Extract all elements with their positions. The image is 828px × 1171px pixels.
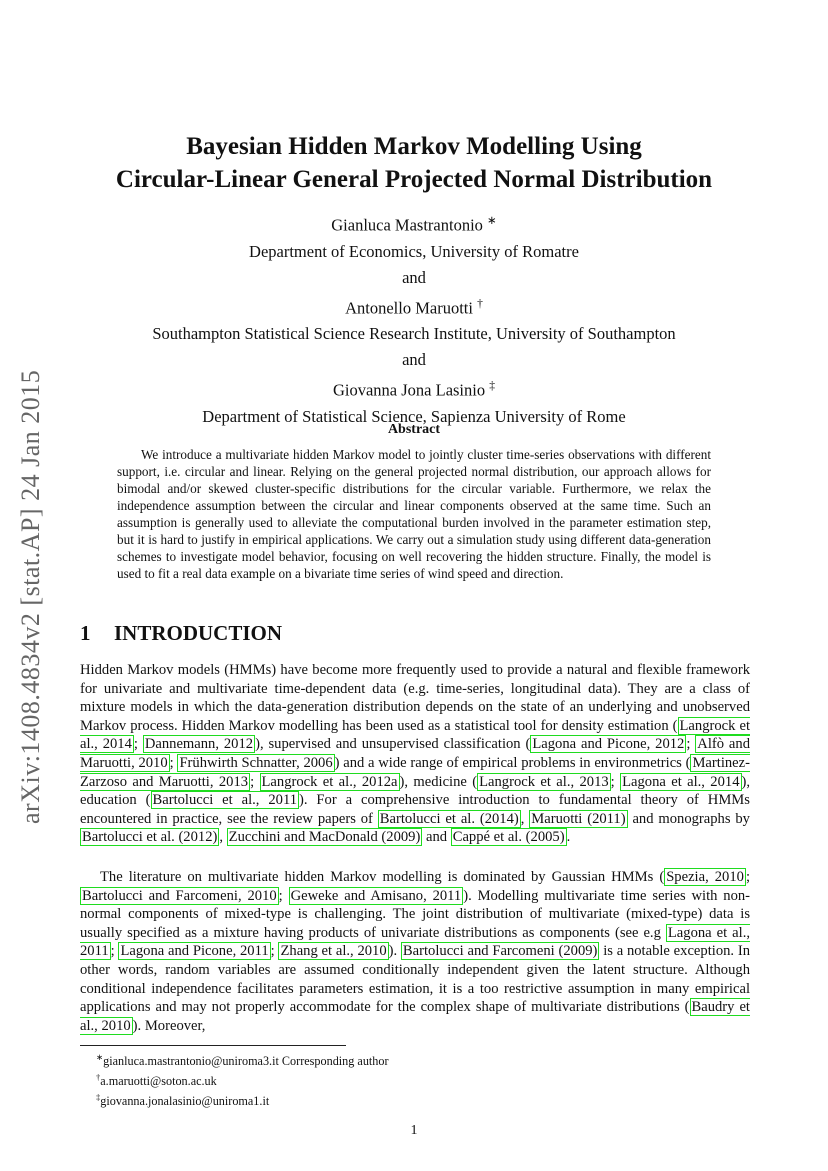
citation-link[interactable]: Zhang et al., 2010 (280, 943, 387, 960)
citation-link[interactable]: Geweke and Amisano, 2011 (290, 887, 462, 904)
citation-link[interactable]: Langrock et al., 2013 (479, 773, 609, 790)
author-name-2: Antonello Maruotti † (345, 297, 483, 317)
section-heading (80, 621, 282, 646)
paragraph-text: ), supervised and unsupervised classification ( (255, 736, 531, 753)
abstract-text: We introduce a multivariate hidden Markov model to jointly cluster time-series observations with different support, i.e. circular and linear. Relying on the general projected normal distribution, our approach allows for bimodal and/or skewed cluster-specific distributions for the circular variable. Furthermore, we relax the independence assumption between the circular and linear components observed at the same time. Such an assumption is generally used to alleviate the computational burden involved in the parameter estimation step, but it is hard to justify in empirical applications. We carry out a simulation study using different data-generation schemes to investigate model behavior, focusing on well recovering the hidden structure. Finally, the model is used to fit a real data example on a bivariate time series of wind speed and direction. (117, 447, 711, 581)
author-affiliation-3: Department of Statistical Science, Sapienza University of Rome (202, 406, 626, 426)
paragraph-text: The literature on multivariate hidden Markov modelling is dominated by Gaussian HMMs ( (100, 869, 665, 885)
paragraph-text: ; (110, 943, 119, 960)
paragraph-text: ; (278, 887, 289, 904)
intro-paragraph-1 (80, 661, 750, 847)
section-number: 1 (80, 621, 91, 645)
footnote-mark: † (96, 1072, 101, 1083)
author-affiliation-2: Southampton Statistical Science Research Institute, University of Southampton (152, 324, 676, 343)
citation-link[interactable]: Maruotti (2011) (531, 810, 626, 827)
paragraph-text: , (219, 829, 227, 846)
citation-link[interactable]: Cappé et al. (2005) (452, 829, 565, 846)
arxiv-identifier: arXiv:1408.4834v2 [stat.AP] 24 Jan 2015 (16, 369, 45, 825)
paragraph-text: ). (388, 943, 401, 960)
citation-link[interactable]: Baudry et al., 2010 (80, 999, 750, 1034)
paragraph-text: ) and a wide range of empirical problems in environmetrics ( (334, 754, 691, 771)
citation-link[interactable]: Langrock et al., 2014 (80, 717, 750, 753)
paragraph-text: ; (133, 736, 143, 753)
author-mark-2: † (477, 297, 483, 310)
abstract-heading: Abstract (387, 422, 441, 437)
and-separator: and (402, 267, 426, 287)
footnote-1 (96, 1049, 389, 1069)
citation-link[interactable]: Martinez-Zarzoso and Maruotti, 2013 (80, 754, 750, 790)
footnotes (96, 1049, 389, 1109)
paragraph-text: ). Modelling multivariate time series with non-normal components of mixed-type is challenging. The joint distribution of multivariate (mixed-type) data is usually specified as a mixture having products of univariate distributions as components (see e.g (80, 887, 751, 941)
paragraph-text: ), education ( (80, 773, 751, 809)
footnote-email-link[interactable]: giovanna.jonalasinio@uniroma1.it (100, 1094, 270, 1109)
footnote-divider (80, 1045, 346, 1046)
footnote-3 (96, 1089, 389, 1109)
paper-title (60, 130, 768, 196)
paragraph-text: is a notable exception. In other words, random variables are assumed conditionally independent given the latent structure. Although conditional independence facilitates parameters estimation, it is a too restrictive assumption in many empirical applications and may not properly accommodate for the complex shape of multivariate distributions ( (80, 943, 750, 1016)
footnote-mark: ∗ (96, 1052, 104, 1062)
author-block (60, 208, 768, 430)
paragraph-text: , (520, 810, 530, 827)
paragraph-text: Hidden Markov models (HMMs) have become more frequently used to provide a natural and flexible framework for univariate and multivariate time-dependent data (e.g. time-series, longitudinal data). They are a class of mixture models in which the data-generation distribution depends on the state of an underlying and unobserved Markov process. Hidden Markov modelling has been used as a statistical tool for density estimation ( (80, 662, 750, 734)
author-mark-1: ∗ (487, 215, 497, 227)
paragraph-text: ). For a comprehensive introduction to fundamental theory of HMMs encountered in practice, see the review papers of (80, 792, 750, 827)
citation-link[interactable]: Langrock et al., 2012a (261, 773, 398, 790)
paragraph-text: ). Moreover, (132, 1017, 206, 1034)
citation-link[interactable]: Bartolucci and Farcomeni, 2010 (82, 887, 277, 904)
paragraph-text: ; (270, 943, 279, 960)
footnote-email-link[interactable]: a.maruotti@soton.ac.uk (100, 1074, 217, 1089)
paragraph-text: ; (610, 773, 621, 790)
paragraph-text: ; (169, 754, 178, 771)
citation-link[interactable]: Frühwirth Schnatter, 2006 (179, 754, 333, 771)
citation-link[interactable]: Bartolucci et al. (2014) (379, 810, 519, 827)
page-number: 1 (410, 1123, 418, 1138)
paragraph-text: ; (686, 736, 696, 753)
citation-link[interactable]: Zucchini and MacDonald (2009) (228, 829, 421, 846)
citation-link[interactable]: Spezia, 2010 (666, 869, 744, 885)
paragraph-text: ; (745, 869, 750, 885)
author-name-1: Gianluca Mastrantonio ∗ (331, 215, 497, 235)
author-affiliation-1: Department of Economics, University of Romatre (249, 241, 579, 261)
paragraph-text: and (422, 829, 451, 846)
author-name-3: Giovanna Jona Lasinio ‡ (332, 380, 496, 400)
paragraph-text: ), medicine ( (399, 773, 478, 790)
intro-paragraph-2 (80, 868, 750, 1035)
paragraph-text: ; (250, 773, 260, 790)
citation-link[interactable]: Lagona et al., 2011 (80, 924, 750, 960)
citation-link[interactable]: Dannemann, 2012 (144, 736, 254, 753)
footnote-mark: ‡ (96, 1092, 101, 1103)
footnote-2 (96, 1069, 389, 1089)
citation-link[interactable]: Lagona et al., 2014 (622, 773, 740, 790)
author-mark-3: ‡ (489, 380, 496, 392)
paragraph-text: and monographs by (627, 810, 750, 827)
citation-link[interactable]: Bartolucci and Farcomeni (2009) (402, 943, 598, 960)
paragraph-text: . (566, 829, 571, 846)
citation-link[interactable]: Lagona and Picone, 2011 (120, 943, 269, 960)
citation-link[interactable]: Bartolucci et al., 2011 (152, 792, 297, 809)
citation-link[interactable]: Bartolucci et al. (2012) (82, 829, 218, 846)
and-separator: and (402, 350, 426, 369)
citation-link[interactable]: Alfò and Maruotti, 2010 (80, 736, 750, 771)
title-line-2: Circular-Linear General Projected Normal Distribution (115, 166, 713, 193)
section-title: INTRODUCTION (114, 621, 283, 645)
title-line-1: Bayesian Hidden Markov Modelling Using (186, 133, 642, 160)
citation-link[interactable]: Lagona and Picone, 2012 (532, 736, 685, 753)
footnote-email-link[interactable]: gianluca.mastrantonio@uniroma3.it Corresponding author (103, 1054, 389, 1069)
